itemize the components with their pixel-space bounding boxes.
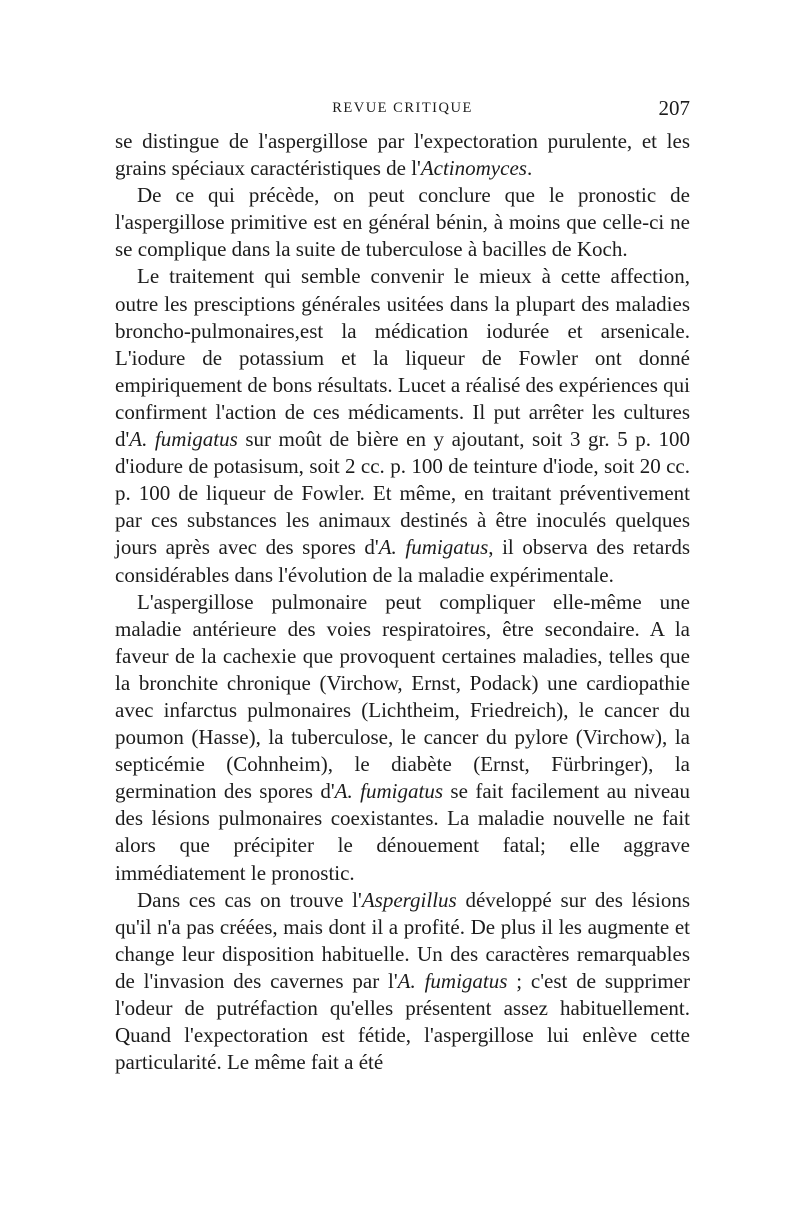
italic-text: Aspergillus — [361, 887, 457, 912]
body-text — [115, 128, 690, 1076]
text-run: Le traitement qui semble convenir le mieux à cette affection, outre les presciptions générales usitées dans la plupart des maladies broncho-pulmonaires,est la médication iodurée et arsenicale. L'iodure de potassium et la liqueur de Fowler ont donné empiriquement de bons résultats. Lucet a réalisé des expériences qui confirment l'action de ces médicaments. Il put arrêter les cultures d' — [115, 264, 690, 452]
text-run: , il observa des retards considérables dans l'évolution de la maladie expérimentale. — [115, 535, 691, 587]
paragraph — [115, 589, 690, 887]
text-run: L'aspergillose pulmonaire peut compliquer elle-même une maladie antérieure des voies respiratoires, être secondaire. A la faveur de la cachexie que provoquent certaines maladies, telles que la bronchite chronique (Virchow, Ernst, Podack) une cardiopathie avec infarctus pulmonaires (Lichtheim, Friedreich), le cancer du poumon (Hasse), la tuberculose, le cancer du pylore (Virchow), la septicémie (Cohnheim), le diabète (Ernst, Fürbringer), la germination des spores d' — [115, 589, 690, 804]
paragraph — [115, 128, 690, 182]
page-number: 207 — [658, 96, 690, 120]
text-run: Dans ces cas on trouve l' — [137, 887, 362, 912]
text-run: se fait facilement au niveau des lésions pulmonaires coexistantes. La maladie nouvelle ne fait alors que précipiter le dénouement fatal; elle aggrave immédiatement le pronostic. — [115, 779, 690, 885]
paragraph — [115, 182, 690, 263]
italic-text: A. fumigatus — [397, 968, 508, 993]
italic-text: A. fumigatus — [129, 427, 238, 452]
text-run: se distingue de l'aspergillose par l'expectoration purulente, et les grains spéciaux caractéristiques de l' — [115, 129, 690, 181]
text-run: ; c'est de supprimer l'odeur de putréfaction qu'elles présentent assez habituellement. Quand l'expectoration est fétide, l'aspergillose lui enlève cette particularité. Le même fait a été — [115, 968, 690, 1075]
text-run: sur moût de bière en y ajoutant, soit 3 gr. 5 p. 100 d'iodure de potasisum, soit 2 cc. p. 100 de teinture d'iode, soit 20 cc. p. 100 de liqueur de Fowler. Et même, en traitant préventivement par ces substances les animaux destinés à être inoculés quelques jours après avec des spores d' — [115, 427, 690, 560]
italic-text: Actinomyces — [420, 156, 527, 181]
text-run: . — [526, 156, 533, 181]
paragraph — [115, 887, 690, 1077]
text-run: De ce qui précède, on peut conclure que le pronostic de l'aspergillose primitive est en général bénin, à moins que celle-ci ne se complique dans la suite de tuberculose à bacilles de Koch. — [115, 183, 690, 262]
running-head: REVUE CRITIQUE — [332, 100, 473, 116]
italic-text: A. fumigatus — [378, 535, 489, 560]
page-header — [115, 96, 690, 126]
italic-text: A. fumigatus — [334, 779, 444, 804]
text-run: développé sur des lésions qu'il n'a pas créées, mais dont il a profité. De plus il les augmente et change leur disposition habituelle. Un des caractères remarquables de l'invasion des cavernes par l' — [115, 887, 690, 993]
paragraph — [115, 263, 690, 588]
